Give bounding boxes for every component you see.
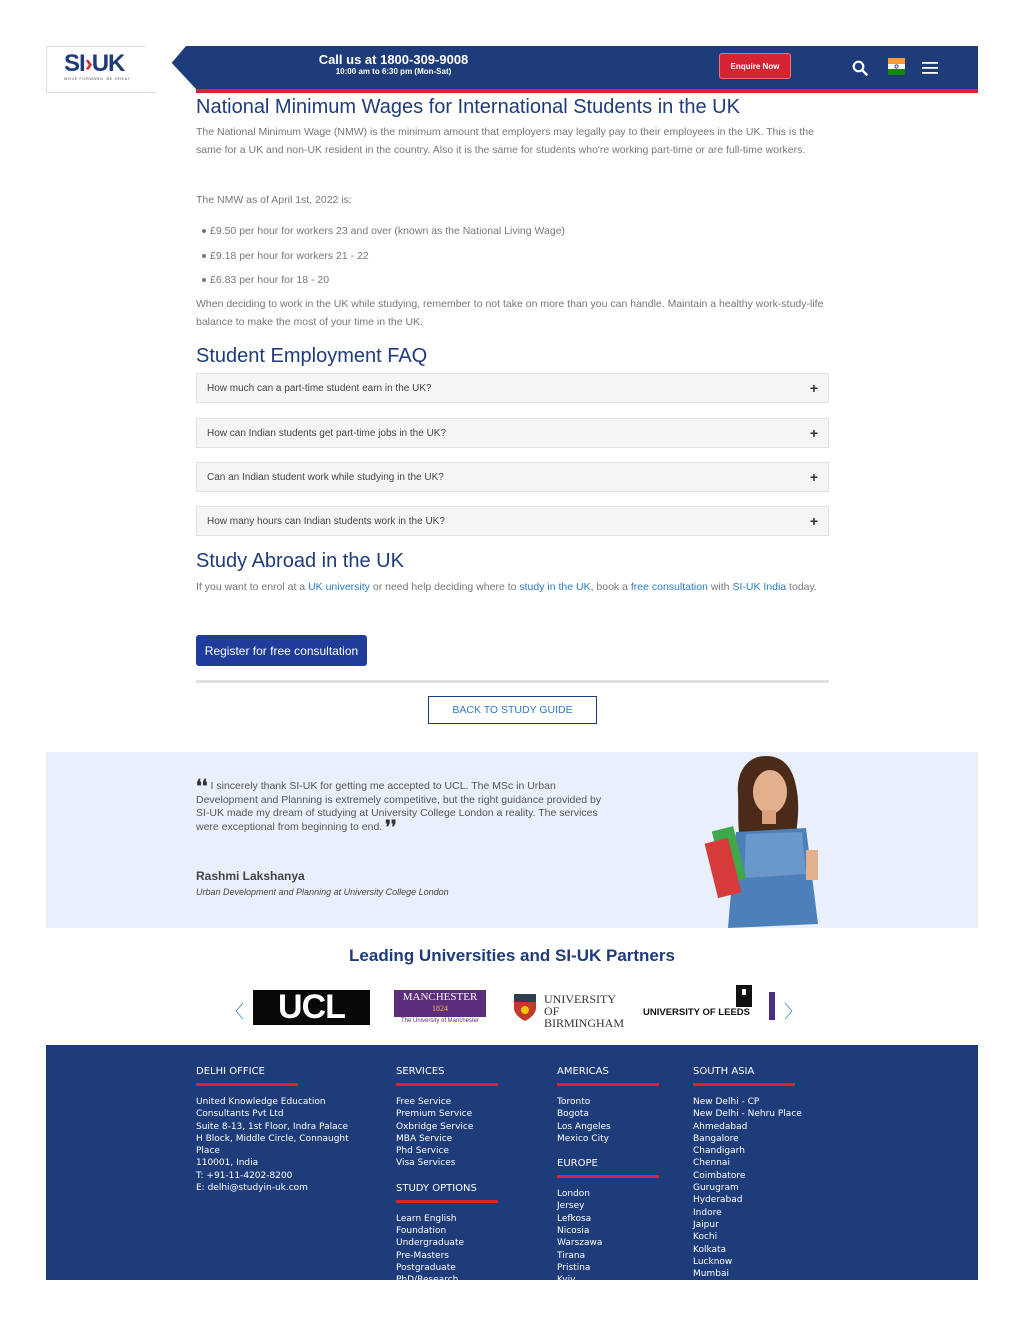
footer-link[interactable]: Lucknow: [693, 1256, 733, 1267]
footer-link[interactable]: Chennai: [693, 1158, 730, 1169]
list-item: £9.18 per hour for workers 21 - 22: [196, 249, 829, 263]
footer-link[interactable]: Visa Services: [396, 1158, 456, 1169]
register-consultation-button[interactable]: Register for free consultation: [196, 635, 367, 666]
faq-question: How much can a part-time student earn in the UK?: [207, 382, 432, 394]
footer-heading: AMERICAS: [557, 1066, 609, 1077]
footer-link[interactable]: New Delhi - CP: [693, 1097, 760, 1107]
footer-link[interactable]: Phd Service: [396, 1146, 449, 1157]
footer-link[interactable]: London: [557, 1189, 590, 1200]
footer-link[interactable]: Lefkosa: [557, 1213, 592, 1224]
study-abroad-text: If you want to enrol at a UK university or need help deciding where to study in the UK, book a free consultation with SI-UK India today.: [196, 581, 817, 593]
footer-link[interactable]: Learn English: [396, 1213, 457, 1224]
nmw-heading: National Minimum Wages for International Students in the UK: [196, 96, 740, 118]
call-hours: 10:00 am to 6:30 pm (Mon-Sat): [335, 67, 452, 76]
footer-link[interactable]: Warszawa: [557, 1238, 603, 1249]
india-flag-icon[interactable]: [888, 58, 905, 75]
testimonial-name: Rashmi Lakshanya: [196, 869, 305, 883]
site-footer: [46, 1045, 978, 1286]
birmingham-crest-icon: [512, 992, 538, 1022]
footer-link[interactable]: Kochi: [693, 1232, 718, 1243]
study-abroad-heading: Study Abroad in the UK: [196, 550, 404, 572]
footer-link[interactable]: Toronto: [557, 1097, 591, 1107]
faq-heading: Student Employment FAQ: [196, 345, 428, 367]
footer-link[interactable]: Tirana: [557, 1250, 586, 1261]
footer-link[interactable]: Mumbai: [693, 1269, 729, 1280]
logo-tagline: MOVE FORWARD. BE GREAT.: [64, 76, 132, 81]
si-uk-logo[interactable]: SI›UK MOVE FORWARD. BE GREAT.: [64, 50, 132, 81]
footer-link[interactable]: Coimbatore: [693, 1170, 746, 1181]
nmw-as-of: The NMW as of April 1st, 2022 is:: [196, 194, 352, 206]
footer-link[interactable]: Undergraduate: [396, 1238, 465, 1249]
close-quote-icon: ❜❜: [385, 816, 397, 837]
expand-plus-icon[interactable]: +: [809, 513, 818, 529]
footer-col-services: [396, 1065, 498, 1287]
footer-link[interactable]: Foundation: [396, 1226, 447, 1237]
site-header: [46, 46, 978, 93]
footer-link[interactable]: Indore: [693, 1207, 722, 1218]
expand-plus-icon[interactable]: +: [809, 469, 818, 485]
partners-heading: Leading Universities and SI-UK Partners: [349, 946, 675, 965]
leeds-crest-icon: [733, 985, 755, 1007]
footer-link[interactable]: Hyderabad: [693, 1195, 743, 1206]
footer-link[interactable]: Kolkata: [693, 1244, 727, 1255]
footer-link[interactable]: Bangalore: [693, 1133, 739, 1144]
call-us-block[interactable]: [316, 53, 471, 77]
ucl-logo[interactable]: UCL: [253, 990, 370, 1025]
footer-col-south-asia: [693, 1065, 802, 1280]
faq-question: Can an Indian student work while studying in the UK?: [207, 471, 444, 483]
footer-col-americas: [557, 1065, 659, 1287]
partner-logo-partial: [769, 992, 775, 1020]
hamburger-menu-icon[interactable]: [922, 61, 938, 73]
footer-link[interactable]: New Delhi - Nehru Place: [693, 1109, 802, 1120]
footer-col-delhi: DELHI OFFICE United Knowledge Education Consultants Pvt Ltd Suite 8-13, 1st Floor, Indra Palace H Block, Middle Circle, Connaught Place 110001, India T: +91-11-4202-8200 E: delhi@studyin-uk.com: [196, 1066, 349, 1194]
enquire-now-button[interactable]: Enquire Now: [719, 53, 791, 79]
student-photo: [706, 754, 846, 928]
footer-link[interactable]: Ahmedabad: [693, 1121, 748, 1132]
faq-item[interactable]: [196, 418, 829, 448]
list-item: £6.83 per hour for 18 - 20: [196, 273, 829, 287]
faq-item[interactable]: [196, 462, 829, 492]
study-in-uk-link[interactable]: study in the UK: [519, 581, 591, 593]
faq-item[interactable]: [196, 373, 829, 403]
faq-item[interactable]: [196, 506, 829, 536]
nmw-rates-list: [196, 224, 829, 287]
footer-link[interactable]: Free Service: [396, 1097, 452, 1107]
footer-heading: SOUTH ASIA: [693, 1066, 755, 1077]
faq-question: How many hours can Indian students work in the UK?: [207, 515, 445, 527]
footer-heading: STUDY OPTIONS: [396, 1182, 477, 1194]
footer-link[interactable]: Oxbridge Service: [396, 1121, 474, 1132]
footer-link[interactable]: PhD/Research: [396, 1275, 459, 1286]
footer-heading: DELHI OFFICE: [196, 1066, 265, 1077]
birmingham-logo[interactable]: UNIVERSITY OF BIRMINGHAM: [512, 992, 632, 1022]
carousel-prev-icon[interactable]: 〈: [226, 1002, 244, 1022]
back-to-study-guide-button[interactable]: BACK TO STUDY GUIDE: [428, 696, 597, 724]
testimonial-quote: ❛❛ I sincerely thank SI-UK for getting me accepted to UCL. The MSc in Urban Development and Planning is extremely competitive, but the right guidance provided by SI-UK made my dream of studying at University College London a reality. The services were exceptional from beginning to end. ❜❜: [196, 776, 602, 837]
footer-link[interactable]: MBA Service: [396, 1133, 453, 1144]
header-accent-line: [196, 89, 978, 93]
divider: [196, 680, 829, 683]
footer-link[interactable]: Jersey: [557, 1201, 585, 1212]
open-quote-icon: ❛❛: [196, 776, 208, 796]
manchester-logo[interactable]: MANCHESTER 1824 The University of Manchester: [394, 990, 486, 1026]
footer-link[interactable]: Bogota: [557, 1109, 589, 1120]
expand-plus-icon[interactable]: +: [809, 425, 818, 441]
faq-question: How can Indian students get part-time jobs in the UK?: [207, 427, 447, 439]
footer-link[interactable]: Pre-Masters: [396, 1250, 449, 1261]
footer-link[interactable]: Chandigarh: [693, 1146, 745, 1157]
footer-link[interactable]: Gurugram: [693, 1183, 739, 1194]
footer-link[interactable]: Mexico City: [557, 1133, 609, 1144]
si-uk-india-link[interactable]: SI-UK India: [732, 581, 787, 593]
nmw-intro: The National Minimum Wage (NMW) is the minimum amount that employers may legally pay to their employees in the UK. This is the same for a UK and non-UK resident in the country. Also it is the same for students who're working part-time or are full-time workers.: [196, 126, 814, 156]
free-consultation-link[interactable]: free consultation: [630, 581, 708, 593]
uk-university-link[interactable]: UK university: [308, 581, 370, 593]
footer-link[interactable]: Los Angeles: [557, 1121, 611, 1132]
nmw-advice: When deciding to work in the UK while studying, remember to not take on more than you can handle. Maintain a healthy work-study-life balance to make the most of your time in the UK.: [196, 298, 824, 328]
footer-email-link[interactable]: E: delhi@studyin-uk.com: [196, 1183, 308, 1194]
expand-plus-icon[interactable]: +: [809, 380, 818, 396]
list-item: £9.50 per hour for workers 23 and over (known as the National Living Wage): [196, 224, 829, 238]
footer-link[interactable]: Kyiv: [557, 1275, 576, 1286]
leeds-logo[interactable]: UNIVERSITY OF LEEDS: [643, 985, 755, 1021]
footer-link[interactable]: Jaipur: [693, 1219, 719, 1230]
footer-link[interactable]: Premium Service: [396, 1109, 473, 1120]
footer-link[interactable]: Pristina: [557, 1262, 591, 1273]
call-title: Call us at 1800-309-9008: [318, 52, 469, 67]
search-icon[interactable]: [852, 60, 868, 76]
testimonial-role: Urban Development and Planning at University College London: [196, 887, 449, 897]
carousel-next-icon[interactable]: 〉: [784, 1002, 802, 1022]
footer-link[interactable]: Nicosia: [557, 1226, 590, 1237]
testimonial-section: [46, 752, 978, 928]
footer-heading: EUROPE: [557, 1158, 598, 1170]
footer-link[interactable]: Postgraduate: [396, 1262, 456, 1273]
footer-heading: SERVICES: [396, 1066, 445, 1077]
